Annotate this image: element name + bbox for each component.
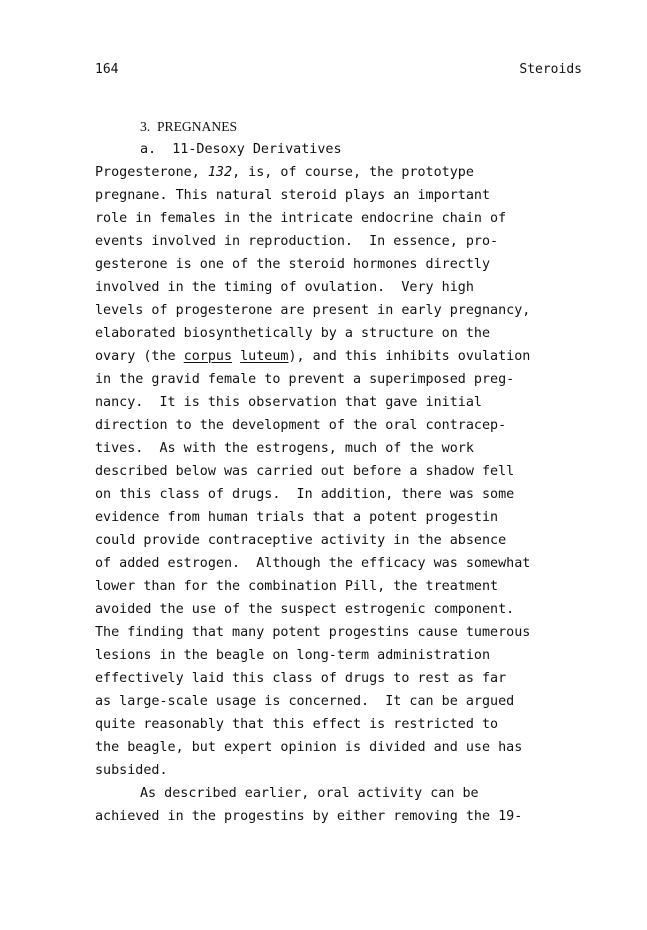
running-title: Steroids: [519, 62, 582, 77]
page-body: [95, 115, 595, 828]
text-line: involved in the timing of ovulation. Very high: [95, 280, 474, 295]
text-span: [232, 349, 240, 364]
text-line: the beagle, but expert opinion is divided and use has: [95, 740, 523, 755]
text-line: events involved in reproduction. In essence, pro-: [95, 234, 499, 249]
page-header: [95, 61, 582, 79]
text-line: lower than for the combination Pill, the treatment: [95, 579, 499, 594]
text-span: ), and this inhibits ovulation: [288, 349, 531, 364]
text-line: as large-scale usage is concerned. It can be argued: [95, 694, 515, 709]
text-line: effectively laid this class of drugs to rest as far: [95, 671, 507, 686]
text-line: nancy. It is this observation that gave initial: [95, 395, 482, 410]
text-line: subsided.: [95, 763, 168, 778]
text-line: tives. As with the estrogens, much of the work: [95, 441, 474, 456]
text-line: [95, 161, 595, 184]
compound-number: 132: [207, 165, 233, 180]
underlined-term: corpus: [183, 349, 233, 364]
text-line: could provide contraceptive activity in the absence: [95, 533, 507, 548]
subsection-heading: a. 11-Desoxy Derivatives: [140, 142, 342, 157]
text-line: achieved in the progestins by either removing the 19-: [95, 809, 523, 824]
text-line: lesions in the beagle on long-term administration: [95, 648, 491, 663]
text-line: on this class of drugs. In addition, there was some: [95, 487, 515, 502]
text-line: in the gravid female to prevent a superimposed preg-: [95, 372, 515, 387]
text-line: quite reasonably that this effect is restricted to: [95, 717, 499, 732]
text-span: Progesterone,: [95, 165, 208, 180]
paragraph-oral-activity: [95, 782, 595, 828]
text-line: levels of progesterone are present in early pregnancy,: [95, 303, 531, 318]
text-line: described below was carried out before a shadow fell: [95, 464, 515, 479]
text-line: evidence from human trials that a potent progestin: [95, 510, 499, 525]
text-line: of added estrogen. Although the efficacy was somewhat: [95, 556, 531, 571]
underlined-term: luteum: [240, 349, 289, 364]
text-span: ovary (the: [95, 349, 184, 364]
text-line: The finding that many potent progestins cause tumerous: [95, 625, 531, 640]
paragraph-progesterone: [95, 161, 595, 782]
text-line: avoided the use of the suspect estrogenic component.: [95, 602, 515, 617]
text-span: , is, of course, the prototype: [232, 165, 474, 180]
text-line: elaborated biosynthetically by a structure on the: [95, 326, 491, 341]
section-heading: 3. PREGNANES: [140, 119, 238, 134]
text-line: direction to the development of the oral contracep-: [95, 418, 507, 433]
text-line: [95, 345, 595, 368]
text-line: pregnane. This natural steroid plays an important: [95, 188, 491, 203]
text-line: gesterone is one of the steroid hormones directly: [95, 257, 491, 272]
text-line: role in females in the intricate endocrine chain of: [95, 211, 507, 226]
text-line: As described earlier, oral activity can be: [140, 786, 479, 801]
page-number: 164: [95, 62, 119, 77]
